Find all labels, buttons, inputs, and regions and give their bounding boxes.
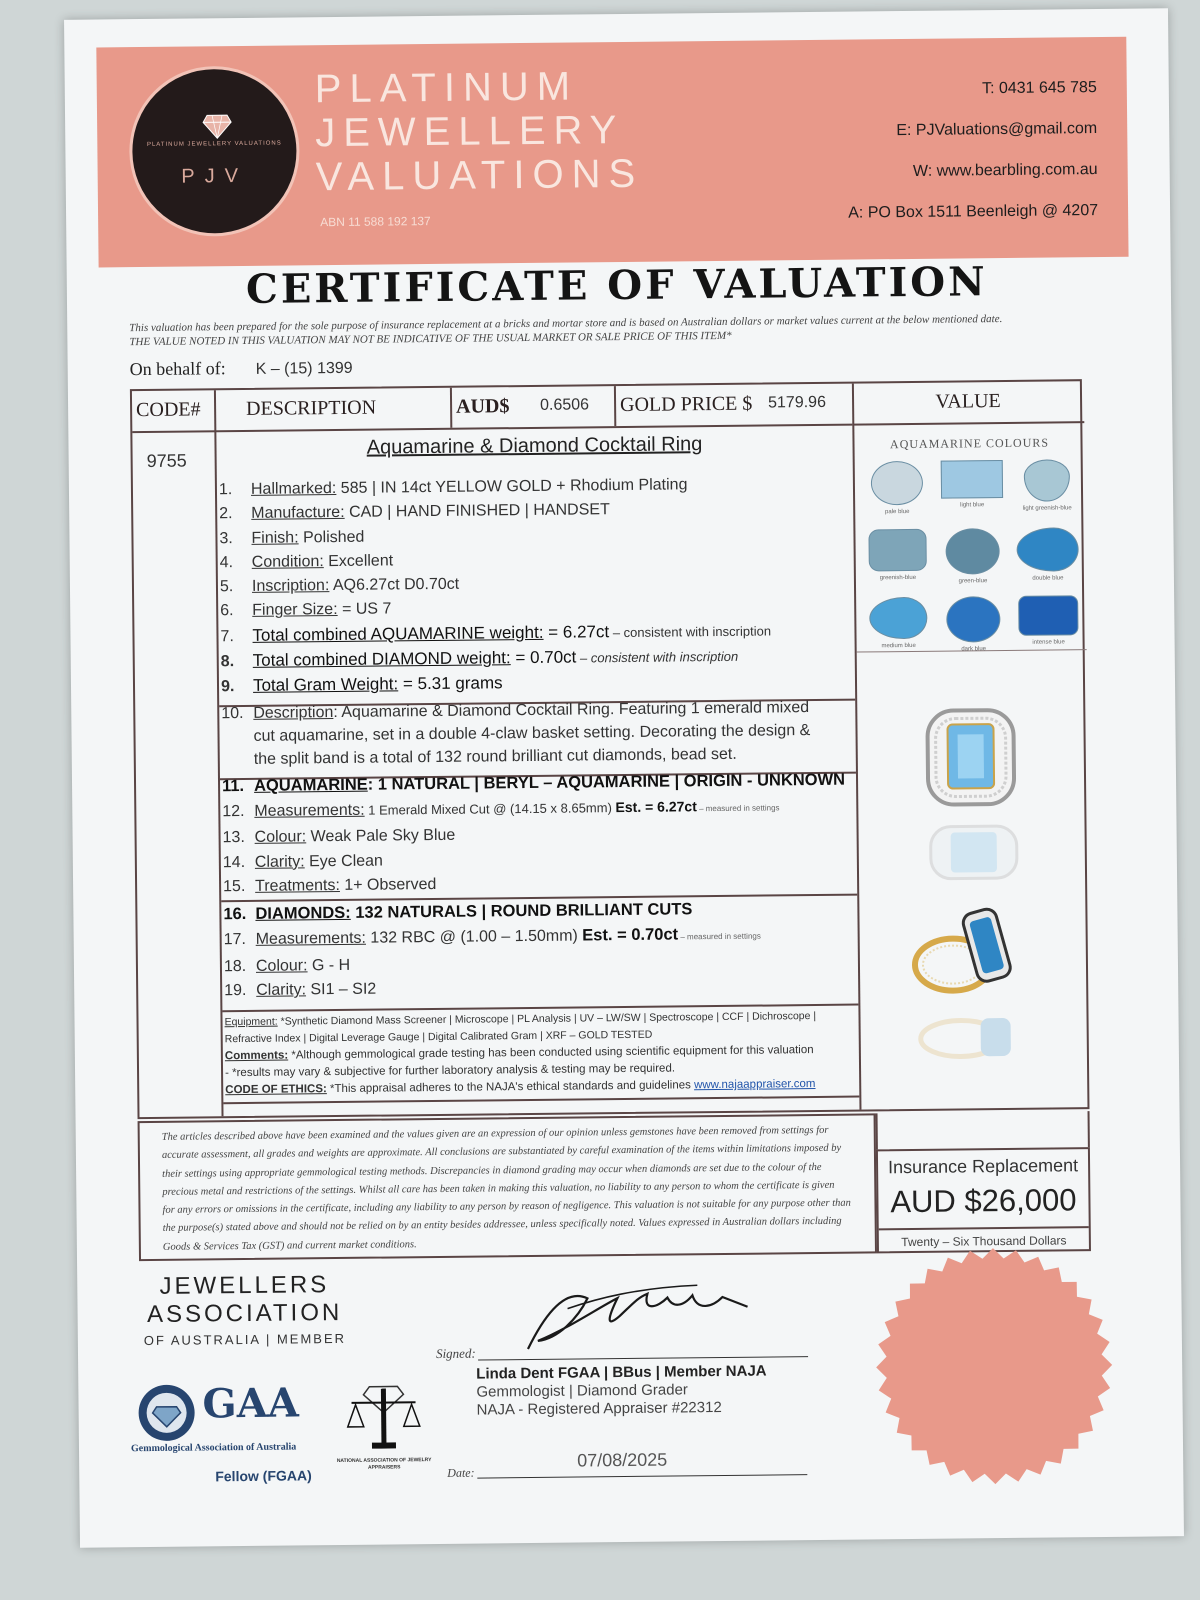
on-behalf-label: On behalf of: xyxy=(129,358,226,380)
gaa-fellow: Fellow (FGAA) xyxy=(215,1467,312,1485)
ring-top-view-image xyxy=(915,702,1026,813)
detail-row: 16. DIAMONDS: 132 NATURALS | ROUND BRILLIANT CUTS xyxy=(223,900,693,924)
ring-reflection-image xyxy=(918,822,1029,883)
logo-monogram: PJV xyxy=(181,164,249,188)
swatch: intense blue xyxy=(1012,595,1085,646)
valuation-date: 07/08/2025 xyxy=(577,1449,668,1471)
disclaimer-line2: THE VALUE NOTED IN THIS VALUATION MAY NOT BE INDICATIVE OF THE USUAL MARKET OR SALE PRICE OF THIS ITEM* xyxy=(129,329,732,349)
detail-row: 14. Clarity: Eye Clean xyxy=(222,852,383,871)
gaa-diamond-icon xyxy=(136,1383,197,1444)
swatch: double blue xyxy=(1011,527,1084,582)
swatch: dark blue xyxy=(940,596,1007,653)
equipment-notes: Equipment: *Synthetic Diamond Mass Screener | Microscope | PL Analysis | UV – LW/SW | Spectroscope | CCF | Dichroscope | Refractive Index | Digital Leverage Gauge | Digital Calibrated Gram | XRF – GOLD TESTED Comments: *Although gemmological grade testing has been conducted using scientific equipment for this valuation - *results may vary & subjective for further laboratory analysis & testing may be required. CODE OF ETHICS: *This appraisal adheres to the NAJA's ethical standards and guidelines www.najaappraiser.com xyxy=(224,1010,817,1097)
swatch: pale blue xyxy=(867,461,928,516)
valuation-table xyxy=(130,379,1090,1119)
detail-row: 2. Manufacture: CAD | HAND FINISHED | HANDSET xyxy=(219,501,610,523)
contact-email: E: PJValuations@gmail.com xyxy=(896,120,1098,140)
certificate-paper xyxy=(64,8,1184,1547)
header-divider xyxy=(614,386,616,426)
colour-chart-title: AQUAMARINE COLOURS xyxy=(889,435,1050,452)
detail-row: 12. Measurements: 1 Emerald Mixed Cut @ (14.15 x 8.65mm) Est. = 6.27ct – measured in settings xyxy=(222,798,780,821)
ring-side-reflection-image xyxy=(910,1012,1031,1063)
detail-row: 8. Total combined DIAMOND weight: = 0.70ct – consistent with inscription xyxy=(220,647,739,671)
contact-address: A: PO Box 1511 Beenleigh @ 4207 xyxy=(848,202,1099,222)
company-name-line1: PLATINUM xyxy=(314,64,579,112)
diamond-icon xyxy=(202,113,232,139)
company-logo xyxy=(129,65,301,237)
header-gold-price: GOLD PRICE $ xyxy=(619,392,753,417)
logo-ring-text: PLATINUM JEWELLERY VALUATIONS xyxy=(146,140,282,148)
header-divider xyxy=(132,424,852,434)
ring-side-view-image xyxy=(907,902,1028,1003)
scales-icon xyxy=(343,1382,424,1453)
insurance-value: AUD $26,000 xyxy=(890,1182,1077,1220)
company-abn: ABN 11 588 192 137 xyxy=(320,213,431,230)
detail-row: 3. Finish: Polished xyxy=(219,528,365,547)
swatch: green-blue xyxy=(939,528,1006,585)
detail-row: 10. Description: Aquamarine & Diamond Cocktail Ring. Featuring 1 emerald mixed xyxy=(221,698,810,722)
seal-sticker xyxy=(873,1245,1116,1488)
signer-name: Linda Dent FGAA | BBus | Member NAJA xyxy=(476,1362,767,1383)
detail-row: 4. Condition: Excellent xyxy=(219,552,394,572)
gaa-logo: GAA Gemmological Association of Australia Fellow (FGAA) xyxy=(130,1379,312,1485)
on-behalf-of xyxy=(130,357,353,380)
date-label: Date: xyxy=(447,1465,475,1480)
signer-details xyxy=(476,1363,767,1420)
disclaimer xyxy=(129,311,1099,349)
aquamarine-colour-chart xyxy=(854,423,1086,652)
detail-row: 13. Colour: Weak Pale Sky Blue xyxy=(222,827,456,847)
signer-role: Gemmologist | Diamond Grader xyxy=(476,1381,688,1401)
detail-row: 19. Clarity: SI1 – SI2 xyxy=(224,980,377,1000)
certificate-title: CERTIFICATE OF VALUATION xyxy=(245,258,988,313)
detail-row: the split band is a total of 132 round brilliant cut diamonds, bead set. xyxy=(253,745,737,768)
signature-image xyxy=(507,1267,768,1360)
item-code: 9755 xyxy=(146,450,187,471)
detail-row: 18. Colour: G - H xyxy=(223,956,351,975)
gold-price-value: 5179.96 xyxy=(767,393,827,412)
terms-and-conditions: The articles described above have been examined and the values given are an expression of our opinion unless gemstones have been removed from settings for accurate assessment, all grades and weights are approximate. All conclusions are substantiated by careful examination of the items within limitations imposed by their settings using appropriate gemmological testing methods. Discrepancies in diamond grading may occur when diamonds are set due to the colour of the precious metal and restrictions of the settings. Whilst all care has been taken in making this valuation, no liability to any person to whom the certificate is given for any errors or omissions in the certificate, including any liability to any person by reason of negligence. This valuation is not suitable for any purpose other than the purpose(s) stated above and should not be relied on by an entity besides addressee, unless specifically noted. Values expressed in Australian dollars including Goods & Services Tax (GST) and current market conditions. xyxy=(138,1113,877,1261)
company-name xyxy=(315,64,644,199)
detail-row: 9. Total Gram Weight: = 5.31 grams xyxy=(220,673,503,696)
swatch: greenish-blue xyxy=(867,529,928,582)
value-column-extension xyxy=(876,1111,1090,1149)
header-code: CODE# xyxy=(136,398,201,422)
contact-block xyxy=(847,67,1099,234)
detail-row: cut aquamarine, set in a double 4-claw basket setting. Decorating the design & xyxy=(253,721,811,745)
signer-registration: NAJA - Registered Appraiser #22312 xyxy=(476,1399,722,1419)
disclaimer-line1: This valuation has been prepared for the sole purpose of insurance replacement at a bricks and mortar store and is based on Australian dollars or market values current at the below mentioned date. xyxy=(129,313,1003,335)
item-title: Aquamarine & Diamond Cocktail Ring xyxy=(366,433,703,459)
header-value: VALUE xyxy=(935,390,1001,413)
on-behalf-value: K – (15) 1399 xyxy=(255,359,353,378)
swatch: medium blue xyxy=(868,597,929,650)
date-line xyxy=(477,1474,807,1478)
detail-row: 11. AQUAMARINE: 1 NATURAL | BERYL – AQUAMARINE | ORIGIN - UNKNOWN xyxy=(221,770,846,795)
naja-logo: NATIONAL ASSOCIATION OF JEWELRY APPRAISERS xyxy=(328,1382,439,1472)
insurance-label: Insurance Replacement xyxy=(887,1155,1079,1178)
detail-row: 17. Measurements: 132 RBC @ (1.00 – 1.50mm) Est. = 0.70ct – measured in settings xyxy=(223,925,761,949)
header-aud: AUD$ xyxy=(455,395,510,418)
header-divider xyxy=(450,388,452,428)
insurance-value-words: Twenty – Six Thousand Dollars xyxy=(879,1226,1089,1249)
item-details xyxy=(219,472,858,1004)
header-banner xyxy=(96,37,1128,268)
jewellers-association-logo: JEWELLERS ASSOCIATION OF AUSTRALIA | MEMBER xyxy=(143,1271,347,1349)
aud-rate: 0.6506 xyxy=(540,396,590,414)
detail-row: 15. Treatments: 1+ Observed xyxy=(223,875,437,896)
detail-row: 5. Inscription: AQ6.27ct D0.70ct xyxy=(219,575,460,596)
contact-web: W: www.bearbling.com.au xyxy=(912,161,1098,180)
swatch: light blue xyxy=(939,460,1005,509)
contact-phone: T: 0431 645 785 xyxy=(981,79,1097,98)
naja-link[interactable]: www.najaappraiser.com xyxy=(693,1078,816,1092)
detail-row: 6. Finger Size: = US 7 xyxy=(220,600,392,620)
header-description: DESCRIPTION xyxy=(245,396,377,420)
signed-label: Signed: xyxy=(435,1345,476,1361)
detail-row: 7. Total combined AQUAMARINE weight: = 6.27ct – consistent with inscription xyxy=(220,621,772,645)
company-name-line3: VALUATIONS xyxy=(315,151,644,200)
company-name-line2: JEWELLERY xyxy=(315,107,625,156)
swatch: light greenish-blue xyxy=(1011,459,1084,512)
detail-row: 1. Hallmarked: 585 | IN 14ct YELLOW GOLD + Rhodium Plating xyxy=(218,476,688,499)
insurance-replacement-box xyxy=(876,1147,1091,1253)
